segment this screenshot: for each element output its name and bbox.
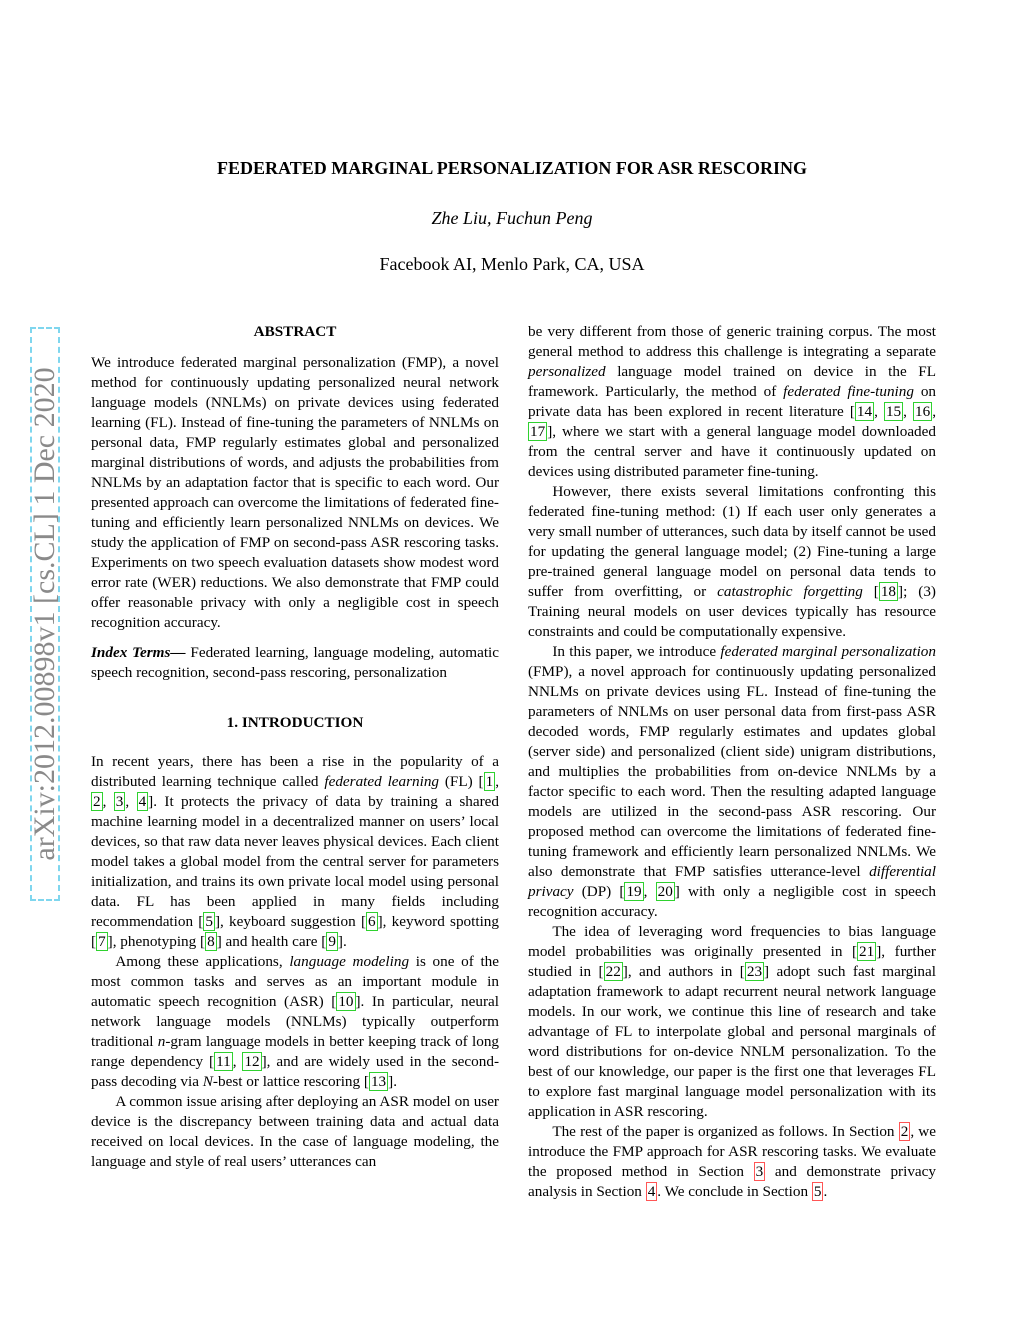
citation-link[interactable]: 3: [115, 793, 124, 810]
right-column: [528, 322, 936, 1202]
intro-paragraph-3-continued: be very different from those of generic training corpus. The most general method to address this challenge is integrating a separate personalized language model trained on device in the FL framework. Particularly, the method of federated fine-tuning on private data has been explored in recent literature [ 14 , 15 , 16 , 17 ], where we start with a general language model downloaded from the central server and have it continuously updated on devices using distributed parameter fine-tuning.: [528, 323, 937, 480]
intro-paragraph-1: In recent years, there has been a rise in the popularity of a distributed learning technique called federated learning (FL) [ 1 , 2 , 3 , 4 ]. It protects the privacy of data by training a shared machine learning model in a decentralized manner on users’ local devices, so that raw data never leaves physical devices. Each client model takes a global model from the central server for parameters initialization, and trains its own private local model using personal data. FL has been applied in many fields including recommendation [ 5 ], keyboard suggestion [ 6 ], keyword spotting [ 7 ], phenotyping [ 8 ] and health care [ 9 ].: [91, 753, 500, 950]
intro-paragraph-6: The idea of leveraging word frequencies to bias language model probabilities was originally presented in [ 21 ], further studied in [ 22 ], and authors in [ 23 ] adopt such fast marginal adaptation framework to adapt recurrent neural network language models. In our work, we continue this line of research and take advantage of FL to interpolate global and personal marginals of word distributions for on-device NNLM personalization. To the best of our knowledge, our paper is the first one that leverages FL to explore fast marginal language model personalization with its application in ASR rescoring.: [528, 923, 936, 1120]
citation-link[interactable]: 2: [93, 793, 101, 810]
index-terms-text: Federated learning, language modeling, automatic speech recognition, second-pass rescoring, personalization: [91, 644, 499, 681]
authors: Zhe Liu, Fuchun Peng: [431, 208, 593, 228]
intro-paragraph-4: However, there exists several limitations confronting this federated fine-tuning method: (1) If each user only generates a very small number of utterances, such data by itself cannot be used for updating the general language model; (2) Fine-tuning a large pre-trained general language model on personal data tends to suffer from overfitting, or catastrophic forgetting [ 18 ]; (3) Training neural models on user devices typically has resource constraints and could be computationally expensive.: [528, 483, 936, 640]
citation-link[interactable]: 7: [98, 933, 106, 950]
citation-link[interactable]: 1: [485, 773, 494, 790]
citation-link[interactable]: 21: [859, 943, 875, 960]
citation-link[interactable]: 10: [338, 993, 354, 1010]
citation-link[interactable]: 23: [746, 963, 763, 980]
citation-link[interactable]: 12: [244, 1053, 260, 1070]
citation-link[interactable]: 20: [657, 883, 673, 900]
section-ref-link[interactable]: 5: [813, 1183, 822, 1200]
section-ref-link[interactable]: 4: [647, 1183, 656, 1200]
paper-title: FEDERATED MARGINAL PERSONALIZATION FOR ASR RESCORING: [217, 158, 807, 178]
abstract-heading: ABSTRACT: [253, 323, 337, 340]
citation-link[interactable]: 9: [328, 933, 336, 950]
affiliation: Facebook AI, Menlo Park, CA, USA: [379, 254, 645, 274]
arxiv-identifier[interactable]: arXiv:2012.00898v1 [cs.CL] 1 Dec 2020: [28, 367, 61, 861]
citation-link[interactable]: 11: [216, 1053, 231, 1070]
citation-link[interactable]: 8: [207, 933, 215, 950]
citation-link[interactable]: 13: [370, 1073, 387, 1090]
section-heading-introduction: 1. INTRODUCTION: [226, 714, 364, 731]
section-ref-link[interactable]: 3: [755, 1163, 764, 1180]
abstract-text: We introduce federated marginal personalization (FMP), a novel method for continuously updating personalized neural network language models (NNLMs) on private devices using federated learning (FL). Instead of fine-tuning the parameters of NNLMs on personal data, FMP regularly estimates global and personalized marginal distributions of words, and adjusts the probabilities from NNLMs by an adaptation factor that is specific to each word. Our presented approach can overcome the limitations of federated fine-tuning and efficiently learn personalized NNLMs on devices. We study the application of FMP on second-pass ASR rescoring tasks. Experiments on two speech evaluation datasets show modest word error rate (WER) reductions. We also demonstrate that FMP could offer reasonable privacy with only a negligible cost in speech recognition accuracy.: [91, 354, 499, 631]
citation-link[interactable]: 18: [880, 583, 897, 600]
citation-link[interactable]: 16: [915, 403, 931, 420]
intro-paragraph-5: In this paper, we introduce federated marginal personalization (FMP), a novel approach for continuously updating personalized NNLMs on private devices using FL. Instead of fine-tuning the parameters of NNLMs on user personal data from first-pass ASR decoded words, FMP regularly estimates and updates global (server side) and personalized (client side) unigram distributions, and multiplies the probabilities from on-device NNLMs by a factor specific to each word. Then the resulting adapted language models are utilized in the second-pass ASR rescoring. Our proposed method can overcome the limitations of federated fine-tuning framework and efficiently learn personalized NNLMs. We also demonstrate that FMP satisfies utterance-level differential privacy (DP) [ 19 , 20 ] with only a negligible cost in speech recognition accuracy.: [528, 643, 936, 920]
citation-link[interactable]: 19: [626, 883, 642, 900]
index-terms: [91, 643, 499, 683]
intro-paragraph-2: Among these applications, language modeling is one of the most common tasks and serves as an important module in automatic speech recognition (ASR) [ 10 ]. In particular, neural network language models (NNLMs) typically outperform traditional n-gram language models in better keeping track of long range dependency [ 11 , 12 ], and are widely used in the second-pass decoding via N-best or lattice rescoring [ 13 ].: [91, 953, 500, 1090]
citation-link[interactable]: 5: [205, 913, 213, 930]
citation-link[interactable]: 4: [138, 793, 147, 810]
citation-link[interactable]: 17: [530, 423, 546, 440]
citation-link[interactable]: 15: [885, 403, 902, 420]
citation-link[interactable]: 14: [856, 403, 873, 420]
left-column: [91, 322, 499, 1172]
intro-paragraph-7: The rest of the paper is organized as follows. In Section 2 , we introduce the FMP approach for ASR rescoring tasks. We evaluate the proposed method in Section 3 and demonstrate privacy analysis in Section 4 . We conclude in Section 5 .: [528, 1123, 936, 1200]
citation-link[interactable]: 6: [368, 913, 376, 930]
intro-paragraph-3: A common issue arising after deploying an ASR model on user device is the discrepancy between training data and actual data received on local devices. In the case of language modeling, the language and style of real users’ utterances can: [91, 1093, 499, 1170]
citation-link[interactable]: 22: [605, 963, 621, 980]
index-terms-label: Index Terms—: [91, 644, 186, 661]
section-ref-link[interactable]: 2: [900, 1123, 909, 1140]
